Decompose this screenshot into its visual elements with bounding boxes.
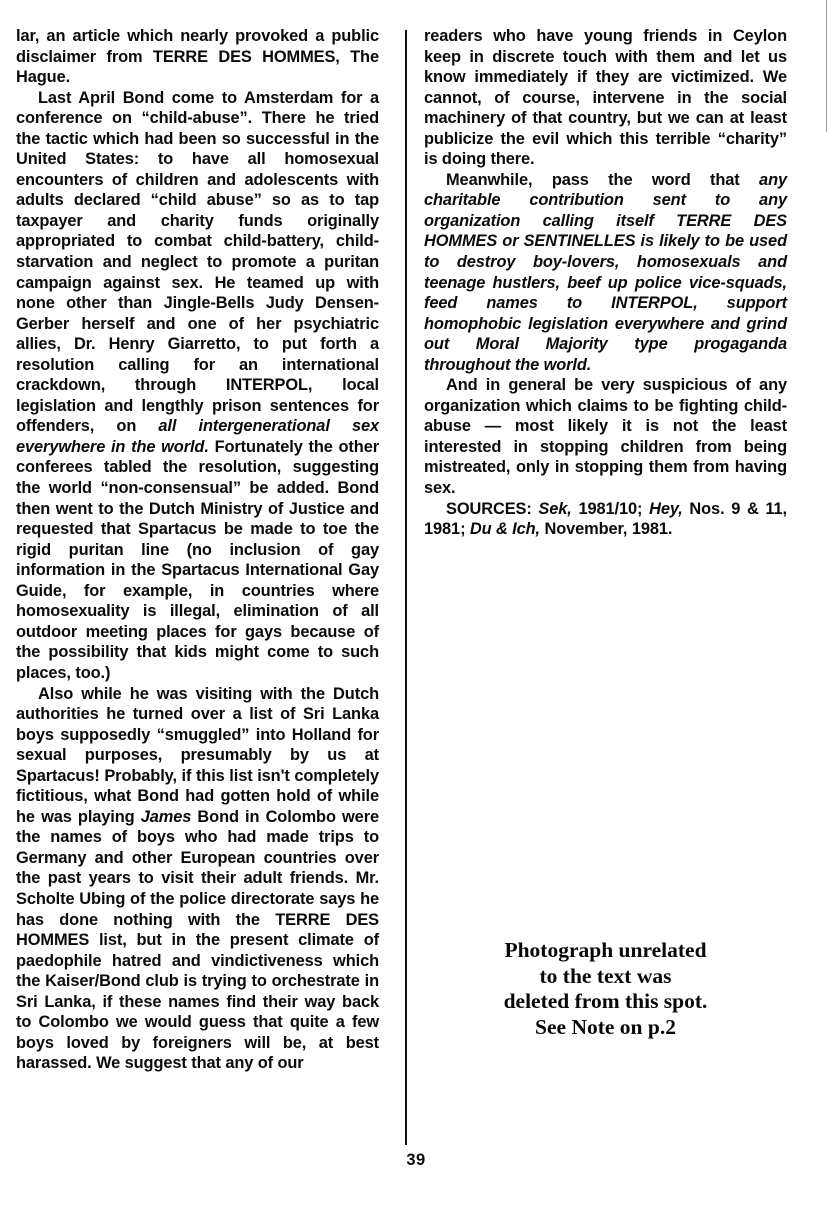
paragraph: readers who have young friends in Ceylon keep in discrete touch with them and let us know immediately if they are victimized. We cannot, of course, intervene in the social machinery of that country, but we can at least publicize the evil which this terrible “charity” is doing there. [424,27,787,169]
paragraph: lar, an article which nearly provoked a public disclaimer from TERRE DES HOMMES, The Hague. [16,27,379,87]
paragraph: Meanwhile, pass the word that any charitable contribution sent to any organization calling itself TERRE DES HOMMES or SENTINELLES is likely to be used to destroy boy-lovers, homosexuals and teenage hustlers, beef up police vice-squads, feed names to INTERPOL, support homophobic legislation everywhere and grind out Moral Majority type progaganda throughout the world. [424,170,787,374]
notice-line: to the text was [539,963,672,988]
notice-line: Photograph unrelated [504,938,707,962]
scan-artifact-streak [826,0,827,132]
paragraph: Last April Bond come to Amsterdam for a conference on “child-abuse”. There he tried the tactic which had been so successful in the United States: to have all homosexual encounters of children and adolescents with adults declared “child abuse” so as to tap taxpayer and charity funds originally appropriated to combat child-battery, child-starvation and neglect to promote a puritan campaign against sex. He teamed up with none other than Jingle-Bells Judy Densen-Gerber herself and one of her psychiatric allies, Dr. Henry Giarretto, to put forth a resolution calling for an international crackdown, through INTERPOL, local legislation and lengthly prison sentences for offenders, on all intergenerational sex everywhere in the world. Fortunately the other conferees tabled the resolution, suggesting the world “non-consensual” be added. Bond then went to the Dutch Ministry of Justice and requested that Spartacus be made to toe the rigid puritan line (no inclusion of gay information in the Spartacus International Gay Guide, for example, in countries where homosexuality is illegal, elimination of all outdoor meeting places for gays because of the possibility that kids might come to such places, too.) [16,88,379,682]
notice-line: deleted from this spot. [503,989,708,1014]
paragraph-sources: SOURCES: Sek, 1981/10; Hey, Nos. 9 & 11, 1981; Du & Ich, November, 1981. [424,499,787,539]
paragraph: Also while he was visiting with the Dutch authorities he turned over a list of Sri Lanka boys supposedly “smuggled” into Holland for sexual purposes, presumably by us at Spartacus! Probably, if this list isn't completely fictitious, what Bond had gotten hold of while he was playing James Bond in Colombo were the names of boys who had made trips to Germany and other European countries over the past years to visit their adult friends. Mr. Scholte Ubing of the police directorate says he has done nothing with the TERRE DES HOMMES list, but in the present climate of paedophile hatred and vindictiveness which the Kaiser/Bond club is trying to orchestrate in Sri Lanka, if these names find their way back to Colombo we would guess that quite a few boys loved by foreigners will be, at best harassed. We suggest that any of our [16,684,379,1073]
page-number: 39 [406,1151,426,1169]
column-divider-rule [405,30,407,1145]
right-text-column [424,26,787,540]
notice-line: See Note on p.2 [535,1014,676,1039]
paragraph: And in general be very suspicious of any organization which claims to be fighting child-abuse — most likely it is not the least interested in stopping children from being mistreated, only in stopping them from having sex. [424,376,787,498]
left-text-column [16,26,379,1074]
deleted-photograph-notice [424,938,787,1040]
